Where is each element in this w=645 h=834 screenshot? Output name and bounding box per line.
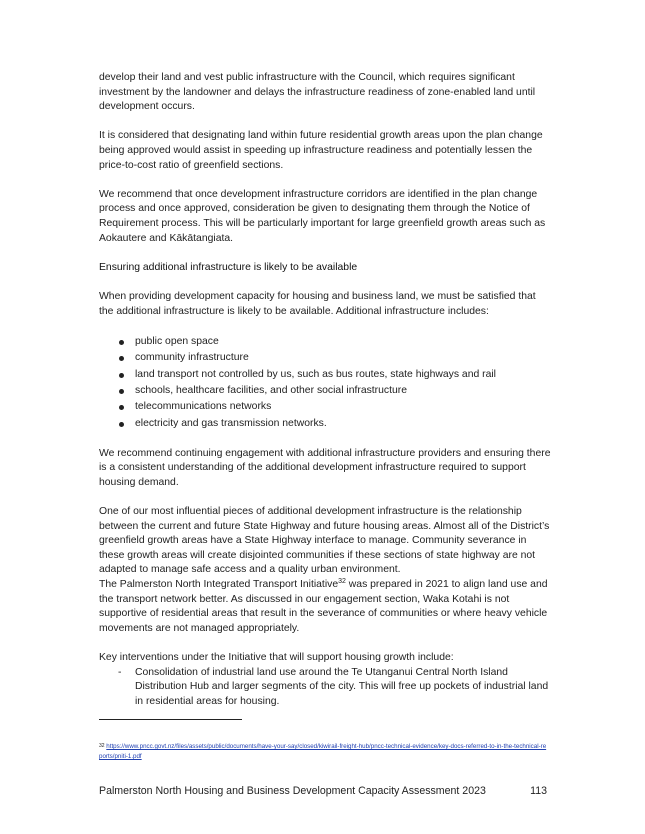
page-number: 113 — [530, 785, 547, 797]
footnote-link[interactable]: https://www.pncc.govt.nz/files/assets/public/documents/have-your-say/closed/kiwirail-freight-hub/pncc-technical-evidence/key-docs-referred-to-in-the-technical-reports/pniti-1.pdf — [99, 743, 547, 760]
list-item: electricity and gas transmission networks. — [99, 416, 551, 432]
additional-infrastructure-list — [99, 334, 551, 432]
page-body — [99, 71, 551, 709]
list-item: - Consolidation of industrial land use around the Te Utanganui Central North Island Distribution Hub and larger segments of the city. This will free up pockets of industrial land in residential areas for housing. — [99, 666, 551, 710]
footnote — [99, 741, 549, 762]
paragraph-state-highway: One of our most influential pieces of additional development infrastructure is the relationship between the current and future State Highway and future housing areas. Almost all of the District’s greenfield growth areas have a State Highway interface to manage. Community severance in these growth areas will create disjointed communities if these sections of state highway are not adapted to manage safe access and a quality urban environment. — [99, 506, 550, 576]
section-heading: Ensuring additional infrastructure is likely to be available — [99, 261, 358, 273]
list-item: public open space — [99, 334, 551, 350]
list-item: telecommunications networks — [99, 399, 551, 415]
transport-initiative-text: The Palmerston North Integrated Transport Initiative — [99, 579, 339, 591]
footer-title: Palmerston North Housing and Business Development Capacity Assessment 2023 — [99, 785, 486, 797]
interventions-list — [99, 666, 551, 710]
paragraph-greenfield-vesting: develop their land and vest public infrastructure with the Council, which requires significant investment by the landowner and delays the infrastructure readiness of zone-enabled land until development occurs. — [99, 72, 536, 113]
paragraph-additional-infrastructure-intro: When providing development capacity for housing and business land, we must be satisfied that the additional infrastructure is likely to be available. Additional infrastructure includes: — [99, 290, 536, 317]
paragraph-transport-initiative — [99, 578, 551, 636]
footnote-number: 32 — [99, 743, 105, 749]
paragraph-notice-of-requirement: We recommend that once development infrastructure corridors are identified in the plan change process and once approved, consideration be given to designating them through the Notice of Requirement process. This will be particularly important for large greenfield growth areas such as Aokautere and Kākātangiata. — [99, 188, 546, 244]
footnote-separator — [99, 719, 242, 720]
list-item: schools, healthcare facilities, and other social infrastructure — [99, 383, 551, 399]
footnote-reference[interactable]: 32 — [338, 578, 346, 586]
paragraph-designating-land: It is considered that designating land within future residential growth areas upon the plan change being approved would assist in speeding up infrastructure readiness and potentially lessen the price-to-cost ratio of greenfield sections. — [99, 130, 543, 171]
list-item: community infrastructure — [99, 350, 551, 366]
list-item: land transport not controlled by us, such as bus routes, state highways and rail — [99, 367, 551, 383]
paragraph-key-interventions: Key interventions under the Initiative that will support housing growth include: — [99, 652, 454, 664]
transport-initiative-text-cont: was prepared in 2021 to align land use and the transport network better. As discussed in our engagement section, Waka Kotahi is not supportive of residential areas that result in the severance of communities or where heavy vehicle movements are not managed appropriately. — [99, 579, 548, 634]
paragraph-continuing-engagement: We recommend continuing engagement with additional infrastructure providers and ensuring there is a consistent understanding of the additional development infrastructure required to support housing demand. — [99, 447, 551, 488]
